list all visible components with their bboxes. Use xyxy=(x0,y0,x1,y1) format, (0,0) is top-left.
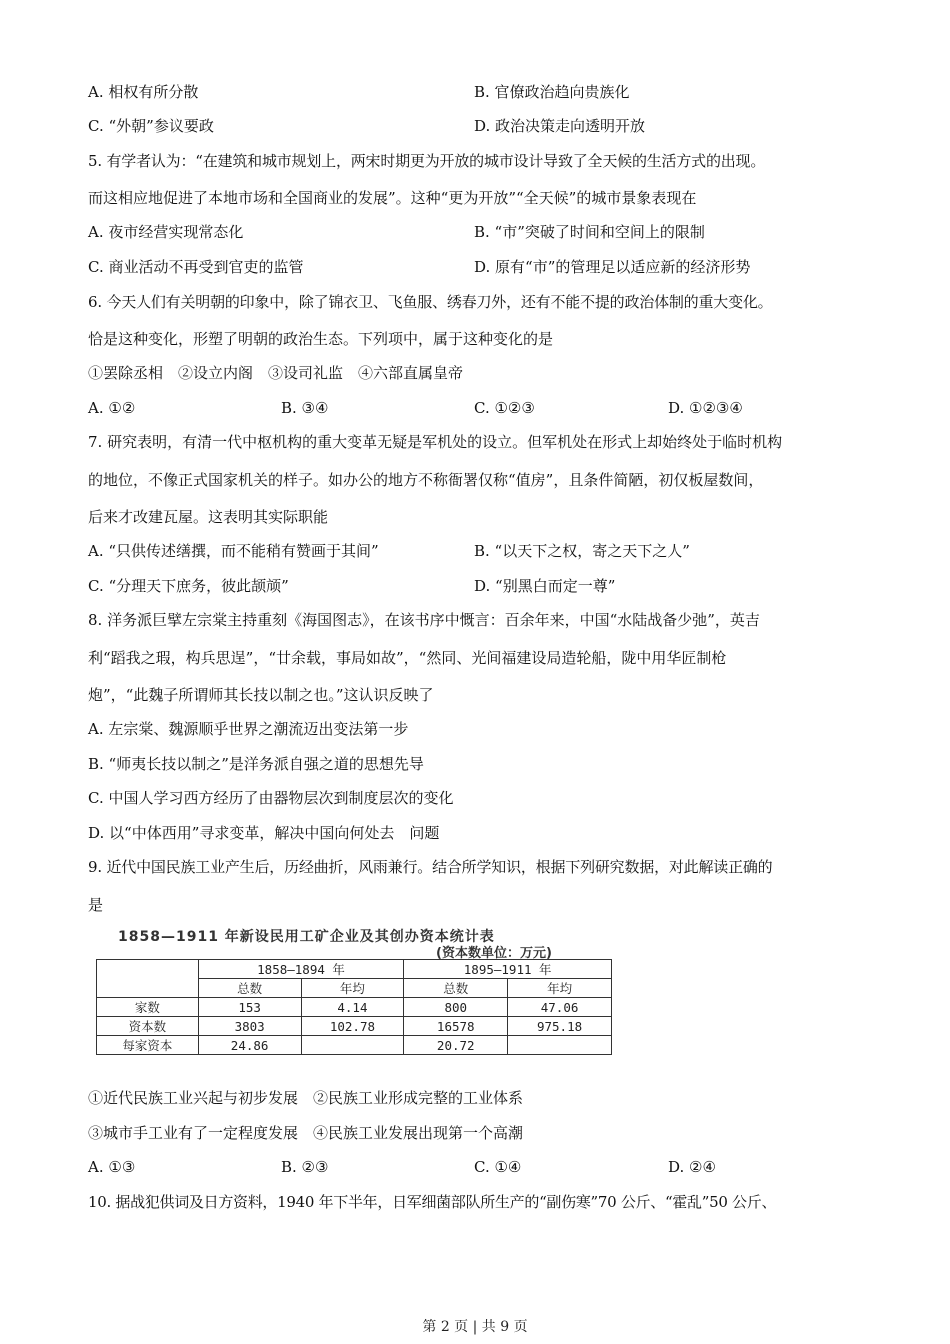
q4-option-b: B. 官僚政治趋向贵族化 xyxy=(474,83,630,101)
q6-option-b: B. ③④ xyxy=(281,399,329,417)
q8-stem-line-1: 8. 洋务派巨擘左宗棠主持重刻《海国图志》，在该书序中慨言：百余年来，中国“水陆战备少弛”，英吉 xyxy=(88,611,760,629)
q8-option-b: B. “师夷长技以制之”是洋务派自强之道的思想先导 xyxy=(88,755,424,773)
q5-option-b: B. “市”突破了时间和空间上的限制 xyxy=(474,223,705,241)
table-cell: 20.72 xyxy=(404,1036,508,1055)
q7-stem-line-1: 7. 研究表明，有清一代中枢机构的重大变革无疑是军机处的设立。但军机处在形式上却始终处于临时机构 xyxy=(88,433,783,451)
q9-stem-line-2: 是 xyxy=(88,896,104,914)
table-row-label: 每家资本 xyxy=(97,1036,199,1055)
table-caption: 1858—1911 年新设民用工矿企业及其创办资本统计表 xyxy=(118,929,495,945)
table-unit-note: (资本数单位：万元) xyxy=(436,946,552,961)
q5-stem-line-1: 5. 有学者认为：“在建筑和城市规划上，两宋时期更为开放的城市设计导致了全天候的生活方式的出现。 xyxy=(88,152,766,170)
q8-option-c: C. 中国人学习西方经历了由器物层次到制度层次的变化 xyxy=(88,789,454,807)
q9-option-d: D. ②④ xyxy=(668,1158,716,1176)
table-subheader: 年均 xyxy=(508,979,612,998)
q5-stem-line-2: 而这相应地促进了本地市场和全国商业的发展”。这种“更为开放”“全天候”的城市景象表现在 xyxy=(88,189,697,207)
q5-option-c: C. 商业活动不再受到官吏的监管 xyxy=(88,258,304,276)
table-row xyxy=(97,998,612,1017)
q4-option-a: A. 相权有所分散 xyxy=(88,83,199,101)
q7-stem-line-3: 后来才改建瓦屋。这表明其实际职能 xyxy=(88,508,329,526)
q8-stem-line-3: 炮”，“此魏子所谓师其长技以制之也。”这认识反映了 xyxy=(88,686,434,704)
table-cell: 4.14 xyxy=(301,998,404,1017)
q4-option-d: D. 政治决策走向透明开放 xyxy=(474,117,646,135)
q8-stem-line-2: 利“蹈我之瑕，构兵思逞”，“廿余载，事局如故”，“然同、光间福建设局造轮船，陇中用华匠制枪 xyxy=(88,649,727,667)
table-row-label: 家数 xyxy=(97,998,199,1017)
q10-stem-line-1: 10. 据战犯供词及日方资料，1940 年下半年，日军细菌部队所生产的“副伤寒”70 公斤、“霍乱”50 公斤、 xyxy=(88,1193,777,1211)
q9-option-b: B. ②③ xyxy=(281,1158,329,1176)
q8-option-d: D. 以“中体西用”寻求变革，解决中国向何处去 问题 xyxy=(88,824,440,842)
q5-option-a: A. 夜市经营实现常态化 xyxy=(88,223,244,241)
q7-option-c: C. “分理天下庶务，彼此颉颃” xyxy=(88,577,289,595)
q7-option-b: B. “以天下之权，寄之天下之人” xyxy=(474,542,690,560)
table-header-row xyxy=(97,960,612,979)
enterprise-statistics-table xyxy=(96,959,612,1055)
q9-option-c: C. ①④ xyxy=(474,1158,522,1176)
table-row-label: 资本数 xyxy=(97,1017,199,1036)
table-period-1: 1858—1894 年 xyxy=(198,960,404,979)
table-row xyxy=(97,1017,612,1036)
q7-option-d: D. “别黑白而定一尊” xyxy=(474,577,616,595)
table-corner-cell xyxy=(97,960,199,998)
q7-option-a: A. “只供传述缮撰，而不能稍有赞画于其间” xyxy=(88,542,379,560)
q5-option-d: D. 原有“市”的管理足以适应新的经济形势 xyxy=(474,258,751,276)
q9-items-line-2: ③城市手工业有了一定程度发展 ④民族工业发展出现第一个高潮 xyxy=(88,1124,524,1142)
table-row xyxy=(97,1036,612,1055)
table-cell: 102.78 xyxy=(301,1017,404,1036)
q4-option-c: C. “外朝”参议要政 xyxy=(88,117,214,135)
q7-stem-line-2: 的地位，不像正式国家机关的样子。如办公的地方不称衙署仅称“值房”，且条件简陋，初仅板屋数间， xyxy=(88,471,764,489)
q6-option-a: A. ①② xyxy=(88,399,136,417)
table-cell: 975.18 xyxy=(508,1017,612,1036)
q6-option-d: D. ①②③④ xyxy=(668,399,743,417)
q6-option-c: C. ①②③ xyxy=(474,399,535,417)
table-cell: 3803 xyxy=(198,1017,301,1036)
page-number-footer: 第 2 页 | 共 9 页 xyxy=(422,1319,528,1335)
table-cell xyxy=(301,1036,404,1055)
q6-stem-line-1: 6. 今天人们有关明朝的印象中，除了锦衣卫、飞鱼服、绣春刀外，还有不能不提的政治体制的重大变化。 xyxy=(88,293,773,311)
q9-option-a: A. ①③ xyxy=(88,1158,136,1176)
table-cell xyxy=(508,1036,612,1055)
table-subheader: 总数 xyxy=(198,979,301,998)
table-cell: 800 xyxy=(404,998,508,1017)
q6-items: ①罢除丞相 ②设立内阁 ③设司礼监 ④六部直属皇帝 xyxy=(88,364,464,382)
q9-stem-line-1: 9. 近代中国民族工业产生后，历经曲折，风雨兼行。结合所学知识，根据下列研究数据，对此解读正确的 xyxy=(88,858,773,876)
q6-stem-line-2: 恰是这种变化，形塑了明朝的政治生态。下列项中，属于这种变化的是 xyxy=(88,330,554,348)
table-cell: 47.06 xyxy=(508,998,612,1017)
table-cell: 16578 xyxy=(404,1017,508,1036)
table-subheader: 总数 xyxy=(404,979,508,998)
q9-items-line-1: ①近代民族工业兴起与初步发展 ②民族工业形成完整的工业体系 xyxy=(88,1089,524,1107)
table-cell: 153 xyxy=(198,998,301,1017)
table-period-2: 1895—1911 年 xyxy=(404,960,612,979)
table-cell: 24.86 xyxy=(198,1036,301,1055)
q8-option-a: A. 左宗棠、魏源顺乎世界之潮流迈出变法第一步 xyxy=(88,720,409,738)
table-subheader: 年均 xyxy=(301,979,404,998)
